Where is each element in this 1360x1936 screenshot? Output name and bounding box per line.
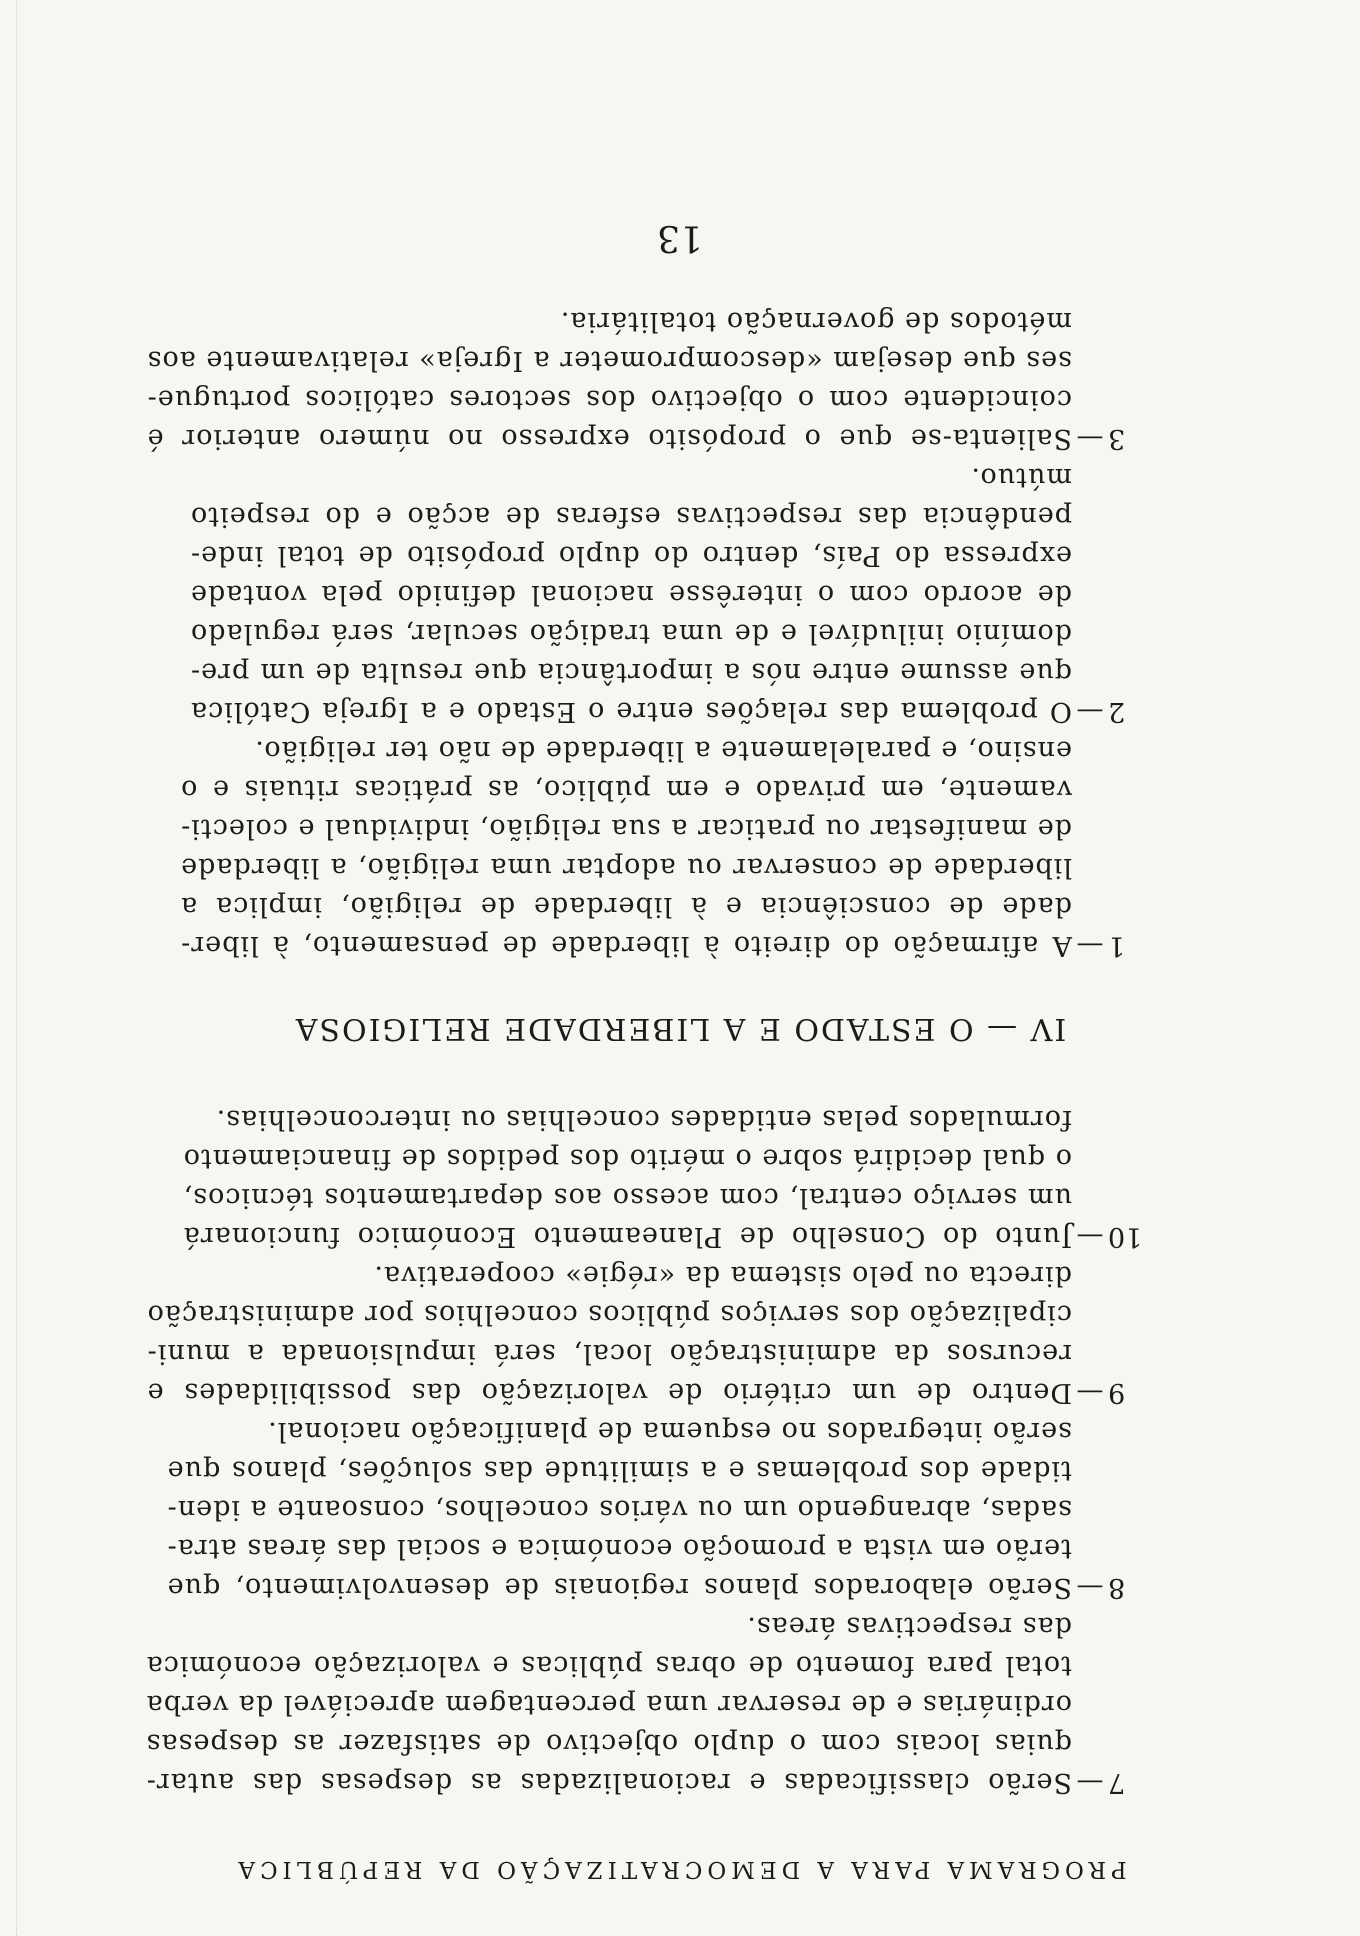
text-line: quias locais com o duplo objectivo de satisfazer as despesas [145,1728,1072,1759]
numbered-paragraph [180,731,1170,965]
paragraph-text [183,1100,1072,1256]
numbered-paragraph [145,1607,1170,1802]
em-dash: — [1076,696,1104,727]
numbered-paragraph [182,1100,1170,1256]
text-line: o qual decidirá sobre o mérito dos pedidos de financiamento [182,1143,1072,1174]
section-heading: IV — O ESTADO E A LIBERDADE RELIGIOSA [293,1011,1067,1046]
paragraph-number: 3 [1108,423,1126,454]
text-line: cipalização dos serviços públicos concelhios por administração [146,1299,1072,1330]
paragraph-text [147,1256,1072,1412]
text-line: dade de consciência e à liberdade de religião, implica a [180,891,1072,922]
paragraph-number: 9 [1108,1377,1126,1408]
numbered-paragraph [146,302,1170,458]
running-head: PROGRAMA PARA A DEMOCRATIZAÇÃO DA REPÚBLICA [233,1856,1127,1882]
text-line: Junto do Conselho de Planeamento Económico funcionará [182,1221,1072,1252]
text-line: das respectivas áreas. [746,1611,1072,1642]
text-line: terão em vista a promoção económica e social das áreas atra- [166,1533,1072,1564]
paragraph-text [146,1607,1072,1802]
numbered-paragraph [190,458,1170,731]
text-line: sadas, abrangendo um ou vários concelhos, consoante a iden- [166,1494,1072,1525]
text-line: tidade dos problemas e a similitude das soluções, planos que [166,1455,1072,1486]
text-line: expressa do País, dentro do duplo propósito de total inde- [190,540,1072,571]
text-line: serão integrados no esquema de planificação nacional. [267,1416,1072,1447]
text-line: ses que desejam «descomprometer a Igreja» relativamente aos [146,345,1072,376]
text-line: O problema das relações entre o Estado e a Igreja Católica [190,696,1072,727]
text-line: Salienta-se que o propósito expresso no número anterior é [146,423,1072,454]
paragraph-number: 7 [1108,1767,1126,1798]
em-dash: — [1076,1377,1104,1408]
em-dash: — [1076,423,1104,454]
paragraph-number: 2 [1108,696,1126,727]
text-line: um serviço central, com acesso aos departamentos técnicos, [182,1182,1072,1213]
text-line: de acordo com o interêsse nacional definido pela vontade [190,579,1072,610]
text-line: pendência das respectivas esferas de acção e do respeito [190,501,1072,532]
items-top [145,1100,1170,1802]
text-line: A afirmação do direito à liberdade de pensamento, à liber- [180,930,1072,961]
text-line: ordinárias e de reservar uma percentagem apreciável da verba [145,1689,1072,1720]
text-line: Dentro de um critério de valorização das possibilidades e [146,1377,1072,1408]
text-line: de manifestar ou praticar a sua religião, individual e colecti- [180,813,1072,844]
text-line: vamente, em privado e em público, as práticas rituais e o [180,774,1072,805]
text-line: métodos de governação totalitária. [559,306,1072,337]
paragraph-text [190,458,1072,731]
text-line: coincidente com o objectivo dos sectores católicos portugue- [146,384,1072,415]
text-line: formulados pelas entidades concelhias ou interconcelhias. [215,1104,1072,1135]
page-content [145,217,1170,1882]
text-line: Serão elaborados planos regionais de desenvolvimento, que [166,1572,1072,1603]
text-line: mútuo. [970,462,1072,493]
items-bottom [146,302,1170,965]
text-line: domínio iniludível e de uma tradição secular, será regulado [190,618,1072,649]
paragraph-number: 8 [1108,1572,1126,1603]
paragraph-number: 1 [1108,930,1126,961]
em-dash: — [1076,1221,1104,1252]
text-line: liberdade de conservar ou adoptar uma religião, a liberdade [180,852,1072,883]
text-line: total para fomento de obras públicas e valorização económica [145,1650,1072,1681]
em-dash: — [1076,1572,1104,1603]
paragraph-number: 10 [1108,1221,1143,1252]
paragraph-text [167,1412,1072,1607]
text-line: ensino, e paralelamente a liberdade de não ter religião. [254,735,1072,766]
paragraph-text [147,302,1072,458]
numbered-paragraph [166,1412,1170,1607]
scan-edge [6,0,17,1936]
em-dash: — [1076,1767,1104,1798]
paragraph-text [180,731,1072,965]
page-number: 13 [657,217,703,258]
text-line: recursos da administração local, será impulsionada a muni- [146,1338,1072,1369]
text-line: que assume entre nós a importância que resulta de um pre- [190,657,1072,688]
text-line: directa ou pelo sistema da «régie» cooperativa. [373,1260,1072,1291]
em-dash: — [1076,930,1104,961]
text-line: Serão classificadas e racionalizadas as despesas das autar- [145,1767,1072,1798]
numbered-paragraph [146,1256,1170,1412]
